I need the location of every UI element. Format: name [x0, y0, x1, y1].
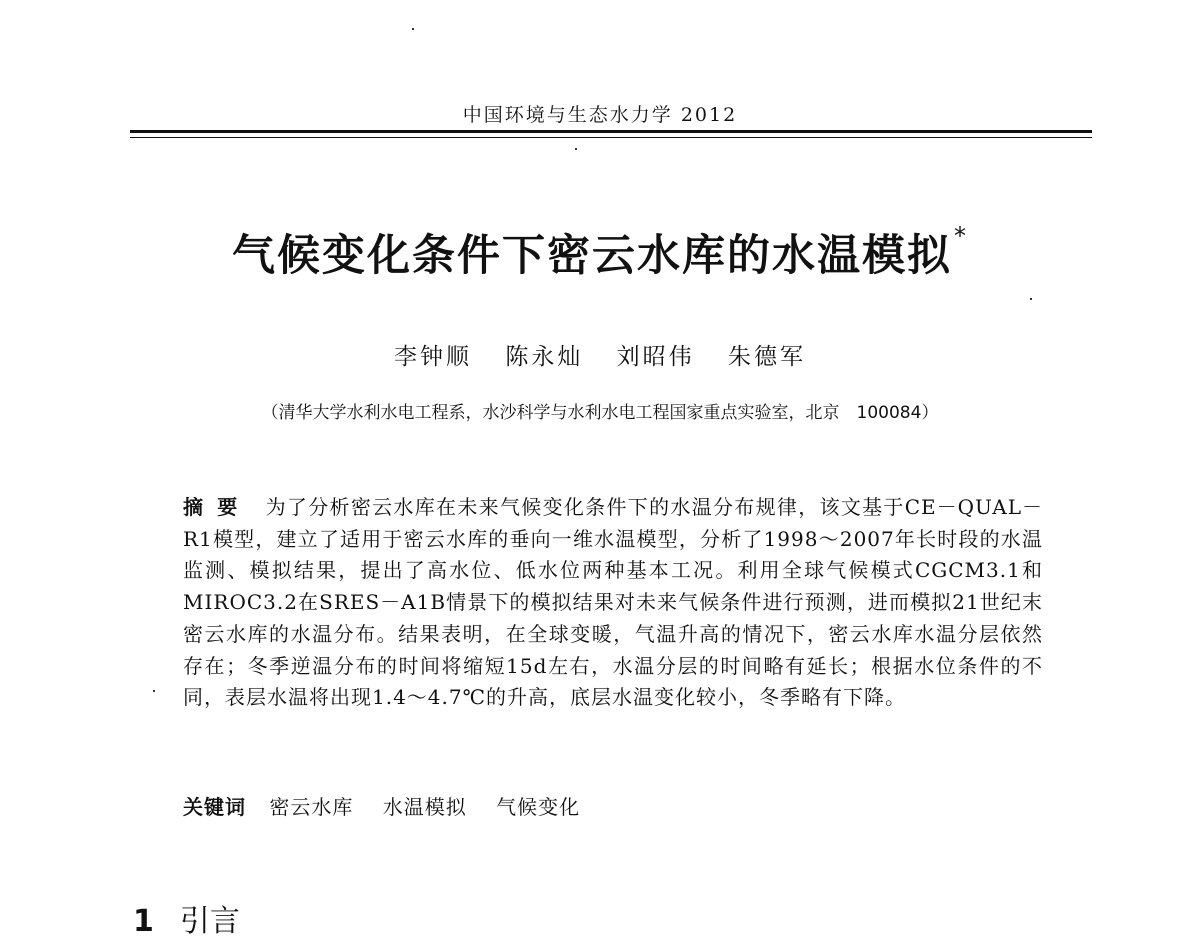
- keywords-label: 关键词: [183, 795, 246, 819]
- author-list: [0, 338, 1200, 371]
- section-heading: [133, 896, 240, 940]
- header-rule-thin: [130, 137, 1092, 138]
- affiliation: （清华大学水利水电工程系，水沙科学与水利水电工程国家重点实验室，北京 100084）: [261, 403, 939, 423]
- author-name: 李钟顺: [394, 344, 473, 370]
- keyword: 密云水库: [269, 795, 354, 819]
- scan-speck: [1030, 298, 1032, 300]
- abstract: [183, 492, 1043, 714]
- section-number: 1: [133, 904, 154, 939]
- section-title: 引言: [179, 904, 240, 939]
- keyword: 气候变化: [496, 795, 581, 819]
- author-name: 朱德军: [727, 344, 806, 370]
- paper-title: [0, 222, 1200, 283]
- scan-speck: [575, 148, 577, 150]
- keyword: 水温模拟: [382, 795, 467, 819]
- author-name: 陈永灿: [505, 344, 584, 370]
- author-name: 刘昭伟: [616, 344, 695, 370]
- abstract-text: 为了分析密云水库在未来气候变化条件下的水温分布规律，该文基于CE－QUAL－R1模型，建立了适用于密云水库的垂向一维水温模型，分析了1998～2007年长时段的水温监测、模拟结果，提出了高水位、低水位两种基本工况。利用全球气候模式CGCM3.1和MIROC3.2在SRES－A1B情景下的模拟结果对未来气候条件进行预测，进而模拟21世纪末密云水库的水温分布。结果表明，在全球变暖，气温升高的情况下，密云水库水温分层依然存在；冬季逆温分布的时间将缩短15d左右，水温分层的时间略有延长；根据水位条件的不同，表层水温将出现1.4～4.7℃的升高，底层水温变化较小，冬季略有下降。: [183, 495, 1043, 710]
- paper-title-text: 气候变化条件下密云水库的水温模拟: [232, 231, 952, 281]
- keywords: [183, 791, 602, 820]
- footnote-mark: *: [954, 222, 968, 250]
- abstract-label: 摘要: [183, 495, 252, 519]
- scan-speck: [412, 28, 414, 30]
- header-rule-thick: [130, 130, 1092, 133]
- running-header: 中国环境与生态水力学 2012: [462, 104, 738, 126]
- scan-speck: [153, 690, 155, 692]
